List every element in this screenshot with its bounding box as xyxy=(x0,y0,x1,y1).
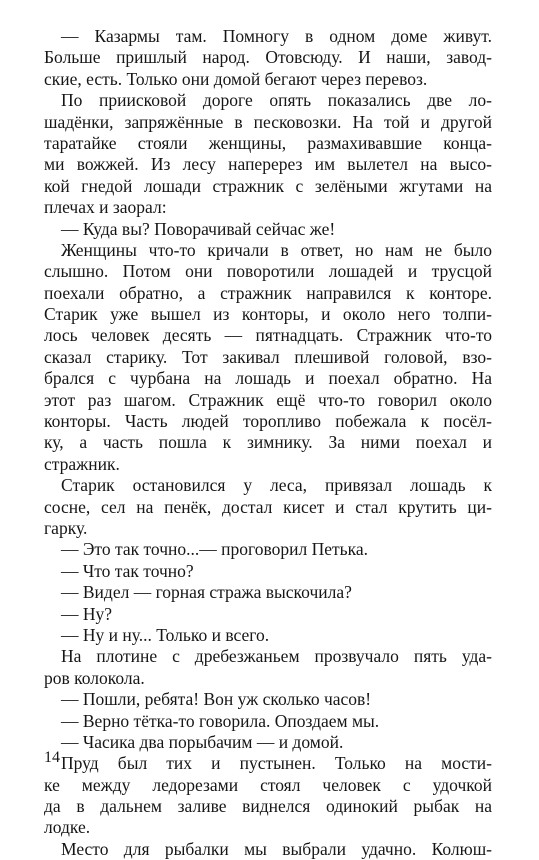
text-line: конторы. Часть людей торопливо побежала к посёл- xyxy=(44,411,492,432)
page-number: 14 xyxy=(44,749,60,766)
text-line: — Ну? xyxy=(61,603,113,624)
text-line: Старик остановился у леса, привязал лошадь к xyxy=(61,475,492,496)
text-line: Место для рыбалки мы выбрали удачно. Колюш- xyxy=(61,838,492,859)
text-line: шадёнки, запряжённые в песковозки. На той и другой xyxy=(44,111,492,132)
text-line: — Куда вы? Поворачивай сейчас же! xyxy=(61,218,336,239)
text-line: Больше пришлый народ. Отовсюду. И наши, завод- xyxy=(44,47,492,68)
text-line: таратайке стояли женщины, размахивавшие конца- xyxy=(44,132,492,153)
text-line: — Пошли, ребята! Вон уж сколько часов! xyxy=(61,689,372,710)
text-line: гарку. xyxy=(44,517,88,538)
text-line: — Часика два порыбачим — и домой. xyxy=(61,731,344,752)
text-line: стражник. xyxy=(44,453,120,474)
text-line: кой гнедой лошади стражник с зелёными жгутами на xyxy=(44,175,492,196)
text-line: этот раз шагом. Стражник ещё что-то говорил около xyxy=(44,389,492,410)
text-line: — Что так точно? xyxy=(61,560,194,581)
text-line: сказал старику. Тот закивал плешивой головой, взо- xyxy=(44,346,492,367)
text-body xyxy=(44,26,492,860)
text-line: ку, а часть пошла к зимнику. За ними поехал и xyxy=(44,432,492,453)
book-page xyxy=(44,26,492,859)
text-line: ские, есть. Только они домой бегают через перевоз. xyxy=(44,68,428,89)
text-line: сосне, сел на пенёк, достал кисет и стал крутить ци- xyxy=(44,496,492,517)
text-line: ров колокола. xyxy=(44,667,145,688)
text-line: плечах и заорал: xyxy=(44,197,167,218)
text-line: — Это так точно...— проговорил Петька. xyxy=(61,539,368,560)
text-line: Пруд был тих и пустынен. Только на мости- xyxy=(61,753,492,774)
text-line: — Видел — горная стража выскочила? xyxy=(61,582,352,603)
text-line: лодке. xyxy=(44,817,91,838)
text-line: да в дальнем заливе виднелся одинокий рыбак на xyxy=(44,796,492,817)
text-line: — Казармы там. Помногу в одном доме живут. xyxy=(61,26,492,46)
text-line: Женщины что-то кричали в ответ, но нам не было xyxy=(61,239,492,260)
text-line: На плотине с дребезжаньем прозвучало пять уда- xyxy=(61,646,492,667)
text-line: По приисковой дороге опять показались две ло- xyxy=(61,90,492,111)
text-line: ми вожжей. Из лесу наперерез им вылетел на высо- xyxy=(44,154,492,175)
text-line: слышно. Потом они поворотили лошадей и трусцой xyxy=(44,261,492,282)
text-line: — Верно тётка-то говорила. Опоздаем мы. xyxy=(61,710,380,731)
text-line: лось человек десять — пятнадцать. Стражник что-то xyxy=(44,325,492,346)
text-line: поехали обратно, а стражник направился к конторе. xyxy=(44,282,492,303)
text-line: ке между ледорезами стоял человек с удочкой xyxy=(44,774,492,795)
text-line: Старик уже вышел из конторы, и около него толпи- xyxy=(44,304,492,325)
text-line: — Ну и ну... Только и всего. xyxy=(61,624,270,645)
text-line: брался с чурбана на лошадь и поехал обратно. На xyxy=(44,368,492,389)
